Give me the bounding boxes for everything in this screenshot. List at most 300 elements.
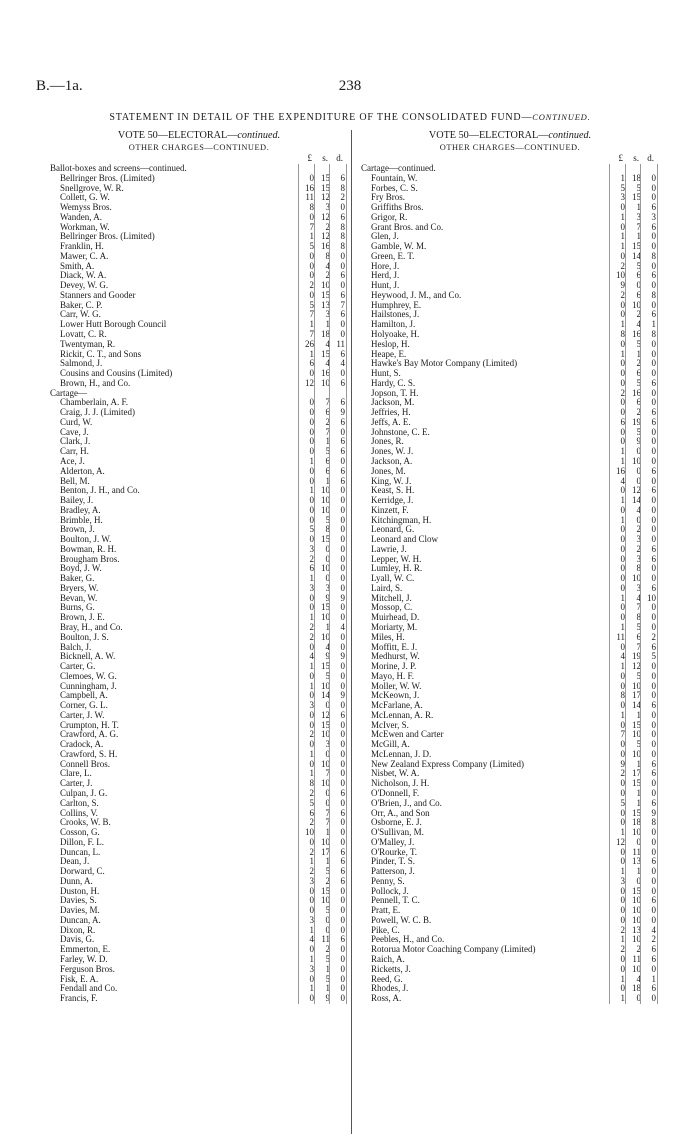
payee-name: Rickit, C. T., and Sons (60, 348, 142, 359)
amount-shillings: 6 (636, 397, 641, 408)
payee-name: Moffitt, E. J. (371, 641, 418, 652)
amount-pence: 8 (340, 182, 345, 193)
amount-shillings: 0 (325, 914, 330, 925)
payee-name: Fisk, E. A. (60, 973, 99, 984)
amount-pounds: 0 (620, 954, 625, 965)
amount-pence: 0 (651, 172, 656, 183)
amount-pence: 6 (340, 465, 345, 476)
amount-pence: 0 (651, 788, 656, 798)
amount-pounds: 0 (620, 748, 625, 759)
payee-name: Crawford, S. H. (60, 748, 118, 759)
amount-pounds: 0 (309, 973, 314, 984)
amount-pounds: 6 (309, 563, 314, 574)
payee-name: Patterson, J. (371, 866, 415, 877)
payee-name: Bell, M. (60, 475, 90, 486)
payee-name: Ferguson Bros. (60, 963, 115, 974)
amount-shillings: 10 (632, 905, 641, 916)
amount-shillings: 5 (325, 514, 330, 525)
vote-heading-main: VOTE 50—ELECTORAL— (428, 130, 549, 141)
amount-pence: 6 (651, 416, 656, 427)
amount-pounds: 0 (620, 807, 625, 818)
document-reference: B.—1a. (36, 78, 83, 94)
amount-pence: 6 (651, 543, 656, 554)
amount-shillings: 11 (632, 954, 641, 965)
payee-name: Dillon, F. L. (60, 836, 105, 847)
amount-shillings: 11 (632, 846, 641, 857)
amount-pounds: 5 (309, 524, 314, 535)
amount-pounds: 1 (620, 241, 625, 252)
payee-name: Boulton, J. S. (60, 631, 109, 642)
table-row (50, 447, 348, 457)
amount-shillings: 15 (632, 719, 641, 730)
amount-pounds: 1 (309, 680, 314, 691)
amount-pence: 6 (340, 856, 345, 867)
amount-pounds: 1 (620, 709, 625, 720)
amount-pounds: 0 (309, 270, 314, 281)
amount-shillings: 5 (325, 973, 330, 984)
payee-name: Cradock, A. (60, 739, 104, 750)
amount-pence: 0 (651, 827, 656, 838)
table-row (50, 760, 348, 770)
payee-name: Glen, J. (371, 231, 399, 242)
column-rule (609, 164, 610, 1004)
amount-pence: 6 (340, 475, 345, 486)
amount-shillings: 5 (325, 866, 330, 877)
amount-pounds: 0 (620, 778, 625, 789)
amount-pounds: 0 (620, 543, 625, 554)
amount-pence: 6 (340, 436, 345, 447)
amount-shillings: 15 (321, 534, 330, 545)
amount-pence: 6 (340, 788, 345, 798)
amount-shillings: 2 (636, 543, 641, 554)
amount-pence: 6 (340, 309, 345, 320)
amount-pence: 0 (340, 495, 345, 506)
amount-shillings: 15 (632, 885, 641, 896)
amount-pounds: 0 (620, 563, 625, 574)
amount-pounds: 8 (620, 690, 625, 701)
amount-pounds: 0 (309, 495, 314, 506)
amount-shillings: 9 (325, 592, 330, 603)
amount-pence: 0 (651, 719, 656, 730)
column-rule (314, 164, 315, 1004)
amount-pounds: 0 (620, 582, 625, 593)
shillings-header: s. (322, 153, 328, 163)
amount-pounds: 0 (620, 700, 625, 711)
payee-name: Cunningham, J. (60, 680, 117, 691)
payee-name: Ricketts, J. (371, 963, 411, 974)
payee-name: Pollock, J. (371, 885, 409, 896)
amount-pence: 0 (651, 914, 656, 925)
expenditure-list (361, 164, 659, 1004)
amount-pence: 6 (651, 954, 656, 965)
amount-pounds: 0 (620, 963, 625, 974)
amount-pence: 9 (340, 690, 345, 701)
amount-shillings: 2 (325, 270, 330, 281)
amount-pounds: 0 (620, 739, 625, 750)
amount-shillings: 10 (632, 680, 641, 691)
payee-name: Baker, C. P. (60, 299, 103, 310)
payee-name: Rotorua Motor Coaching Company (Limited) (371, 944, 536, 955)
amount-pence: 0 (340, 260, 345, 271)
payee-name: Carr, W. G. (60, 309, 101, 320)
payee-name: Holyoake, H. (371, 329, 420, 340)
amount-pounds: 1 (620, 231, 625, 242)
amount-pounds: 0 (309, 465, 314, 476)
amount-pence: 0 (340, 582, 345, 593)
amount-pence: 6 (340, 397, 345, 408)
amount-shillings: 10 (321, 495, 330, 506)
amount-pounds: 1 (620, 514, 625, 525)
amount-pounds: 0 (620, 719, 625, 730)
amount-pence: 0 (340, 280, 345, 291)
amount-pence: 6 (651, 485, 656, 496)
amount-pence: 0 (651, 514, 656, 525)
amount-pence: 0 (651, 455, 656, 466)
payee-name: Emmerton, E. (60, 944, 111, 955)
amount-pence: 0 (651, 534, 656, 545)
payee-name: Clare, L. (60, 768, 92, 779)
amount-pence: 0 (651, 846, 656, 857)
payee-name: Duston, H. (60, 885, 100, 896)
amount-pence: 0 (340, 641, 345, 652)
amount-pence: 0 (651, 338, 656, 349)
amount-shillings: 5 (325, 670, 330, 681)
payee-name: Jeffs, A. E. (371, 416, 411, 427)
vote-heading-continued: continued. (548, 130, 592, 141)
amount-pence: 0 (651, 241, 656, 252)
amount-pence: 0 (340, 885, 345, 896)
amount-shillings: 12 (321, 211, 330, 222)
amount-pence: 0 (651, 436, 656, 447)
amount-pence: 0 (651, 905, 656, 916)
amount-pounds: 3 (309, 914, 314, 925)
amount-pence: 0 (651, 260, 656, 271)
amount-shillings: 5 (636, 260, 641, 271)
amount-pounds: 1 (620, 866, 625, 877)
amount-pence: 6 (340, 446, 345, 457)
amount-shillings: 18 (632, 817, 641, 828)
amount-pounds: 0 (620, 983, 625, 994)
amount-shillings: 8 (325, 250, 330, 261)
payee-name: Jeffries, H. (371, 407, 411, 418)
payee-name: Brougham Bros. (60, 553, 120, 564)
payee-name: Carter, J. (60, 778, 93, 789)
amount-pounds: 4 (620, 651, 625, 662)
payee-name: Mossop, C. (371, 602, 413, 613)
amount-pounds: 0 (309, 641, 314, 652)
amount-pence: 0 (651, 358, 656, 369)
amount-pounds: 0 (309, 592, 314, 603)
amount-pence: 8 (340, 221, 345, 232)
amount-shillings: 1 (325, 319, 330, 330)
section-heading-label: Ballot-boxes and screens—continued. (50, 163, 187, 173)
amount-pence: 0 (340, 729, 345, 740)
payee-name: O'Sullivan, M. (371, 827, 424, 838)
amount-pounds: 0 (309, 504, 314, 515)
amount-shillings: 7 (325, 426, 330, 437)
amount-pence: 0 (651, 748, 656, 759)
amount-shillings: 10 (632, 455, 641, 466)
amount-pence: 0 (340, 504, 345, 515)
amount-shillings: 3 (325, 202, 330, 213)
amount-shillings: 6 (325, 465, 330, 476)
amount-shillings: 10 (321, 895, 330, 906)
amount-pounds: 0 (309, 905, 314, 916)
amount-shillings: 0 (636, 446, 641, 457)
amount-pence: 0 (340, 661, 345, 672)
amount-pounds: 1 (309, 319, 314, 330)
payee-name: Miles, H. (371, 631, 405, 642)
amount-shillings: 4 (325, 641, 330, 652)
amount-pence: 6 (651, 270, 656, 281)
amount-shillings: 17 (632, 690, 641, 701)
payee-name: McEwen and Carter (371, 729, 444, 740)
payee-name: Dean, J. (60, 856, 90, 867)
amount-pence: 8 (340, 241, 345, 252)
amount-shillings: 9 (636, 436, 641, 447)
payee-name: Orr, A., and Son (371, 807, 430, 818)
amount-shillings: 4 (325, 338, 330, 349)
subheading: OTHER CHARGES—CONTINUED. (439, 143, 581, 152)
amount-pounds: 0 (620, 602, 625, 613)
payee-name: McLennan, A. R. (371, 709, 434, 720)
amount-shillings: 7 (325, 807, 330, 818)
amount-pence: 6 (651, 202, 656, 213)
payee-name: New Zealand Express Company (Limited) (371, 758, 524, 769)
pounds-header: £ (307, 153, 312, 163)
table-row (50, 408, 348, 418)
payee-name: Bailey, J. (60, 495, 94, 506)
payee-name: Hawke's Bay Motor Company (Limited) (371, 358, 518, 369)
amount-shillings: 0 (636, 993, 641, 1004)
table-row (50, 252, 348, 262)
amount-pounds: 1 (620, 446, 625, 457)
amount-pounds: 0 (309, 250, 314, 261)
table-row (50, 994, 348, 1004)
amount-shillings: 10 (321, 631, 330, 642)
amount-shillings: 6 (636, 270, 641, 281)
payee-name: Bray, H., and Co. (60, 621, 123, 632)
amount-pence: 0 (651, 621, 656, 632)
amount-shillings: 4 (636, 592, 641, 603)
amount-shillings: 5 (636, 338, 641, 349)
amount-pounds: 16 (616, 465, 625, 476)
amount-pence: 7 (340, 299, 345, 310)
payee-name: Heywood, J. M., and Co. (371, 289, 462, 300)
payee-name: Laird, S. (371, 582, 403, 593)
table-row (361, 262, 659, 272)
amount-shillings: 7 (636, 221, 641, 232)
amount-pence: 0 (340, 993, 345, 1004)
amount-pence: 9 (340, 407, 345, 418)
amount-pence: 1 (651, 319, 656, 330)
amount-pence: 0 (651, 495, 656, 506)
amount-pence: 0 (340, 827, 345, 838)
payee-name: Balch, J. (60, 641, 92, 652)
amount-shillings: 3 (325, 739, 330, 750)
amount-pounds: 0 (620, 524, 625, 535)
amount-pounds: 0 (309, 426, 314, 437)
vote-heading-main: VOTE 50—ELECTORAL— (117, 130, 238, 141)
payee-name: Baker, G. (60, 573, 95, 584)
payee-name: Ross, A. (371, 993, 402, 1004)
amount-shillings: 10 (632, 914, 641, 925)
amount-pence: 0 (340, 455, 345, 466)
amount-pounds: 0 (309, 407, 314, 418)
column-divider (351, 130, 352, 1134)
amount-pence: 6 (651, 758, 656, 769)
payee-name: King, W. J. (371, 475, 412, 486)
amount-pounds: 0 (309, 602, 314, 613)
amount-shillings: 8 (636, 563, 641, 574)
payee-name: Brimble, H. (60, 514, 103, 525)
table-row (50, 867, 348, 877)
amount-pence: 0 (651, 778, 656, 789)
amount-shillings: 10 (632, 895, 641, 906)
amount-shillings: 15 (321, 182, 330, 193)
amount-pounds: 2 (309, 280, 314, 291)
payee-name: Corner, G. L. (60, 700, 108, 711)
amount-pounds: 0 (309, 690, 314, 701)
amount-pence: 0 (340, 944, 345, 955)
payee-name: Bellringer Bros. (Limited) (60, 231, 155, 242)
payee-name: Salmond, J. (60, 358, 103, 369)
payee-name: Keast, S. H. (371, 485, 415, 496)
payee-name: Pennell, T. C. (371, 895, 420, 906)
amount-pence: 6 (651, 797, 656, 808)
amount-pence: 9 (340, 651, 345, 662)
amount-pounds: 0 (309, 416, 314, 427)
payee-name: Carr, H. (60, 446, 89, 457)
payee-name: Stanners and Gooder (60, 289, 136, 300)
amount-shillings: 0 (325, 573, 330, 584)
payee-name: Jones, R. (371, 436, 404, 447)
amount-pence: 6 (651, 377, 656, 388)
payee-name: Hunt, J. (371, 280, 400, 291)
amount-pounds: 0 (309, 436, 314, 447)
amount-pounds: 0 (620, 670, 625, 681)
amount-pounds: 1 (309, 856, 314, 867)
payee-name: Herd, J. (371, 270, 400, 281)
payee-name: Pratt, E. (371, 905, 401, 916)
amount-shillings: 9 (325, 993, 330, 1004)
amount-shillings: 1 (325, 856, 330, 867)
amount-shillings: 1 (636, 788, 641, 798)
amount-pounds: 12 (616, 836, 625, 847)
amount-pounds: 1 (309, 455, 314, 466)
amount-shillings: 17 (632, 768, 641, 779)
payee-name: Lower Hutt Borough Council (60, 319, 167, 330)
payee-name: Cave, J. (60, 426, 89, 437)
payee-name: Heape, E. (371, 348, 407, 359)
amount-pence: 8 (651, 329, 656, 340)
vote-heading (50, 130, 348, 142)
amount-shillings: 10 (632, 934, 641, 945)
amount-pounds: 5 (309, 299, 314, 310)
payee-name: Bradley, A. (60, 504, 101, 515)
payee-name: Davis, G. (60, 934, 95, 945)
amount-pounds: 0 (620, 202, 625, 213)
payee-name: Connell Bros. (60, 758, 111, 769)
amount-pounds: 0 (620, 534, 625, 545)
amount-pounds: 0 (620, 788, 625, 798)
payee-name: Collins, V. (60, 807, 98, 818)
table-row (361, 184, 659, 194)
amount-pence: 6 (651, 309, 656, 320)
payee-name: Grant Bros. and Co. (371, 221, 444, 232)
amount-pounds: 10 (616, 270, 625, 281)
amount-pence: 0 (651, 875, 656, 886)
amount-shillings: 0 (325, 788, 330, 798)
amount-shillings: 12 (632, 485, 641, 496)
amount-pence: 0 (340, 748, 345, 759)
amount-pence: 0 (340, 631, 345, 642)
column-rule (329, 164, 330, 1004)
amount-shillings: 7 (325, 817, 330, 828)
amount-shillings: 10 (632, 299, 641, 310)
payee-name: Bowman, R. H. (60, 543, 117, 554)
amount-pence: 0 (651, 963, 656, 974)
vote-heading-continued: continued. (237, 130, 281, 141)
amount-pounds: 0 (309, 739, 314, 750)
amount-pounds: 0 (309, 368, 314, 379)
amount-pence: 0 (340, 534, 345, 545)
payee-name: Dorward, C. (60, 866, 105, 877)
amount-pounds: 1 (309, 348, 314, 359)
amount-pence: 8 (651, 289, 656, 300)
amount-pence: 6 (340, 377, 345, 388)
amount-pence: 4 (340, 358, 345, 369)
amount-pounds: 0 (620, 299, 625, 310)
pence-header: d. (647, 153, 654, 163)
amount-pounds: 8 (620, 329, 625, 340)
amount-shillings: 1 (636, 797, 641, 808)
payee-name: Bellringer Bros. (Limited) (60, 172, 155, 183)
table-row (50, 633, 348, 643)
payee-name: Leonard, G. (371, 524, 415, 535)
payee-name: Davies, S. (60, 895, 97, 906)
payee-name: Grigor, R. (371, 211, 408, 222)
payee-name: Campbell, A. (60, 690, 108, 701)
payee-name: Pinder, T. S. (371, 856, 416, 867)
amount-shillings: 1 (636, 709, 641, 720)
amount-pence: 4 (651, 924, 656, 935)
amount-pence: 2 (651, 631, 656, 642)
amount-pounds: 0 (620, 573, 625, 584)
amount-pounds: 1 (620, 661, 625, 672)
amount-pence: 6 (340, 211, 345, 222)
amount-pounds: 26 (305, 338, 314, 349)
payee-name: Mayo, H. F. (371, 670, 415, 681)
amount-shillings: 7 (636, 641, 641, 652)
payee-name: Culpan, J. G. (60, 788, 108, 798)
payee-name: Hailstones, J. (371, 309, 420, 320)
table-row (361, 623, 659, 633)
amount-pence: 0 (340, 739, 345, 750)
amount-pence: 0 (651, 670, 656, 681)
amount-pounds: 2 (620, 924, 625, 935)
amount-shillings: 8 (636, 612, 641, 623)
right-column (361, 130, 659, 1004)
payee-name: Lyall, W. C. (371, 573, 415, 584)
amount-shillings: 18 (632, 172, 641, 183)
amount-pounds: 3 (620, 192, 625, 203)
amount-shillings: 16 (632, 329, 641, 340)
amount-pounds: 1 (620, 495, 625, 506)
payee-name: Fendall and Co. (60, 983, 118, 994)
amount-pence: 9 (340, 592, 345, 603)
amount-shillings: 10 (321, 563, 330, 574)
